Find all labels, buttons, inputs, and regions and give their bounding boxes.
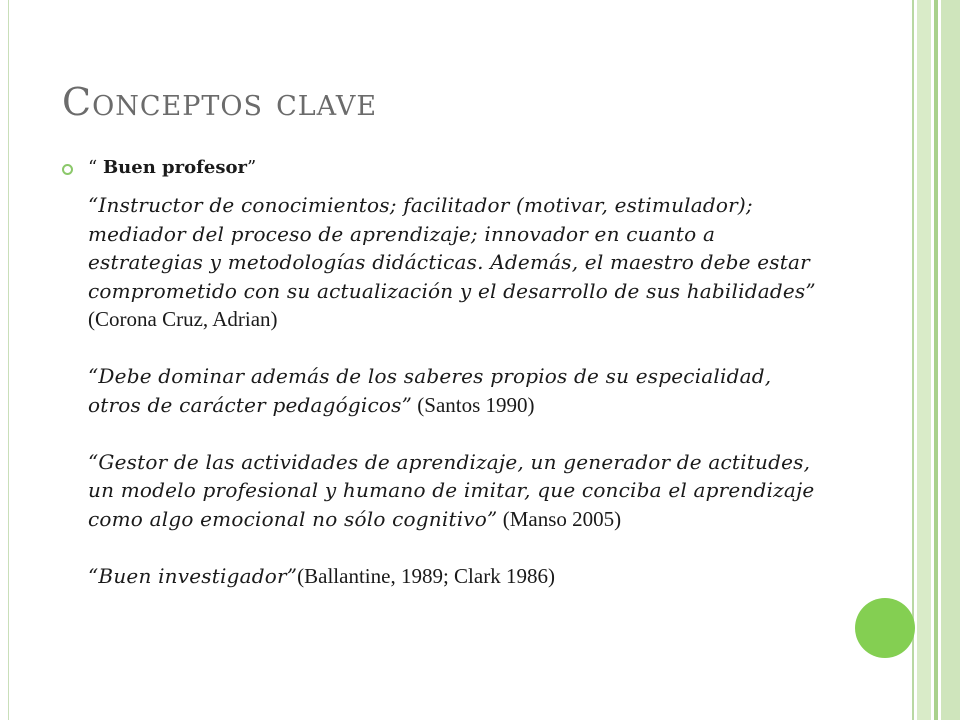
quote-text: “Buen investigador”	[88, 563, 298, 588]
quote-paragraph-3	[62, 448, 828, 534]
quote-paragraph-4	[62, 562, 828, 591]
quote-text: “Gestor de las actividades de aprendizaje, un generador de actitudes, un modelo profesional y humano de imitar, que conciba el aprendizaje como algo emocional no sólo cognitivo”	[88, 449, 815, 531]
quote-paragraph-2	[62, 362, 828, 419]
accent-circle-icon	[855, 598, 915, 658]
bullet-close-quote: ”	[246, 157, 257, 178]
quote-citation: (Ballantine, 1989; Clark 1986)	[297, 563, 555, 588]
quote-citation: (Manso 2005)	[497, 506, 622, 531]
quote-text: “Debe dominar además de los saberes propios de su especialidad, otros de carácter pedagógicos”	[88, 364, 772, 417]
quote-citation: (Corona Cruz, Adrian)	[88, 307, 278, 331]
quote-citation: (Santos 1990)	[412, 392, 535, 417]
right-decorative-bars	[912, 0, 960, 720]
left-frame-line	[8, 0, 9, 720]
bullet-open-quote: “	[88, 157, 103, 178]
quote-text: “Instructor de conocimientos; facilitador (motivar, estimulador); mediador del proceso de aprendizaje; innovador en cuanto a estrategias y metodologías didácticas. Además, el maestro debe estar comprometido con su actualización y el desarrollo de sus habilidades”	[88, 193, 816, 303]
quote-paragraph-1	[62, 191, 828, 334]
slide-content	[62, 155, 842, 590]
bullet-label: Buen profesor	[102, 157, 247, 178]
bullet-ring-icon	[62, 164, 73, 175]
slide-title: Conceptos clave	[62, 80, 378, 124]
bullet-item	[62, 155, 842, 181]
